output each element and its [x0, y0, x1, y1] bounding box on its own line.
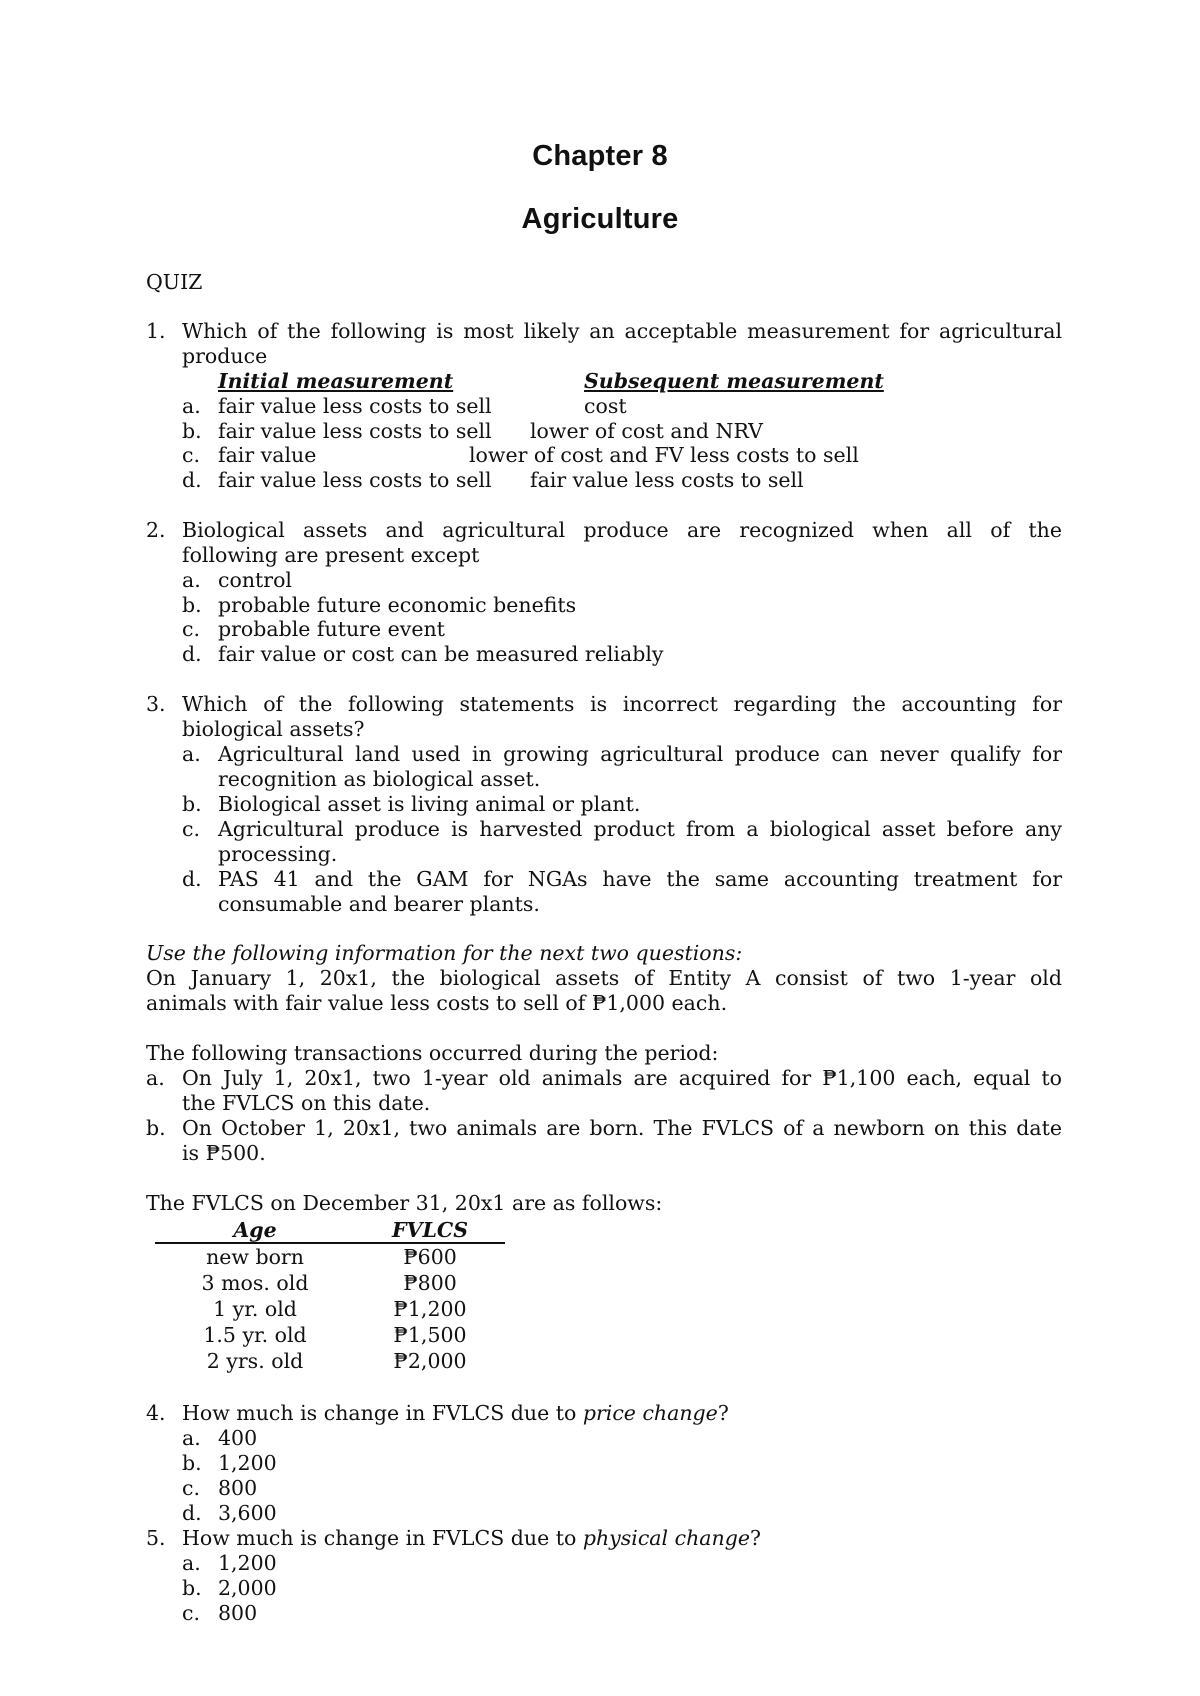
fvlcs-cell: ₱1,500	[393, 1323, 467, 1347]
info-intro: Use the following information for the next two questions:	[146, 941, 743, 965]
option-text: 2,000	[218, 1576, 277, 1600]
fvlcs-cell: ₱2,000	[393, 1349, 467, 1373]
question-text-emphasis: physical change	[582, 1526, 750, 1550]
option-letter: c.	[182, 1601, 200, 1625]
option-letter: a.	[182, 568, 201, 592]
option-text: 3,600	[218, 1501, 277, 1525]
table-row	[155, 1270, 505, 1296]
option-text: 800	[218, 1601, 258, 1625]
option-letter: b.	[182, 1451, 202, 1475]
fvlcs-cell: ₱600	[403, 1245, 457, 1269]
info-paragraph: The following transactions occurred during the period:	[146, 1041, 719, 1065]
transaction-letter: b.	[146, 1116, 166, 1140]
age-cell: 1 yr. old	[213, 1297, 297, 1321]
question-text: following are present except	[182, 543, 480, 567]
info-paragraph: animals with fair value less costs to sell of ₱1,000 each.	[146, 991, 728, 1015]
transaction-text: is ₱500.	[182, 1141, 266, 1165]
option-letter: c.	[182, 443, 200, 467]
age-cell: 3 mos. old	[201, 1271, 309, 1295]
question-text: Which of the following statements is incorrect regarding the accounting for	[182, 692, 1062, 716]
question-text	[182, 1526, 761, 1550]
question-text-emphasis: price change	[582, 1401, 718, 1425]
table-row	[155, 1348, 505, 1374]
option-letter: c.	[182, 817, 200, 841]
option-subsequent: lower of cost and NRV	[530, 419, 763, 443]
option-letter: d.	[182, 468, 202, 492]
option-letter: b.	[182, 593, 202, 617]
question-text-suffix: ?	[749, 1526, 761, 1550]
age-cell: 1.5 yr. old	[203, 1323, 307, 1347]
question-text: produce	[182, 344, 268, 368]
option-letter: c.	[182, 617, 200, 641]
transaction-text: On October 1, 20x1, two animals are born. The FVLCS of a newborn on this date	[182, 1116, 1062, 1140]
option-text: 400	[218, 1426, 258, 1450]
option-letter: d.	[182, 1501, 202, 1525]
option-text: probable future economic benefits	[218, 593, 577, 617]
question-text-prefix: How much is change in FVLCS due to	[182, 1401, 583, 1425]
option-text: 800	[218, 1476, 258, 1500]
info-paragraph: On January 1, 20x1, the biological assets of Entity A consist of two 1-year old	[146, 966, 1062, 990]
question-number: 4.	[146, 1401, 166, 1425]
option-text: 1,200	[218, 1551, 277, 1575]
fvlcs-table	[155, 1218, 505, 1374]
option-text: PAS 41 and the GAM for NGAs have the same accounting treatment for	[218, 867, 1062, 891]
subject-title: Agriculture	[521, 203, 679, 235]
option-text: control	[218, 568, 292, 592]
column-header-initial: Initial measurement	[218, 369, 454, 393]
option-letter: b.	[182, 792, 202, 816]
option-letter: a.	[182, 1426, 201, 1450]
age-cell: new born	[206, 1245, 304, 1269]
column-header-age: Age	[155, 1218, 355, 1243]
table-row	[155, 1322, 505, 1348]
option-text: fair value or cost can be measured reliably	[218, 642, 664, 666]
option-letter: b.	[182, 1576, 202, 1600]
transaction-text: On July 1, 20x1, two 1-year old animals are acquired for ₱1,100 each, equal to	[182, 1066, 1062, 1090]
option-text: Biological asset is living animal or plant.	[218, 792, 641, 816]
question-text	[182, 1401, 729, 1425]
option-letter: b.	[182, 419, 202, 443]
chapter-title: Chapter 8	[532, 140, 668, 172]
question-number: 1.	[146, 319, 166, 343]
option-initial: fair value less costs to sell	[218, 394, 492, 418]
option-text: probable future event	[218, 617, 445, 641]
question-text: biological assets?	[182, 717, 365, 741]
question-text: Biological assets and agricultural produce are recognized when all of the	[182, 518, 1062, 542]
column-header-fvlcs: FVLCS	[355, 1218, 505, 1243]
option-text: Agricultural produce is harvested product from a biological asset before any	[218, 817, 1062, 841]
info-paragraph: The FVLCS on December 31, 20x1 are as follows:	[146, 1191, 663, 1215]
question-text: Which of the following is most likely an acceptable measurement for agricultural	[182, 319, 1062, 343]
option-initial: fair value less costs to sell	[218, 468, 492, 492]
question-number: 2.	[146, 518, 166, 542]
option-letter: a.	[182, 1551, 201, 1575]
transaction-letter: a.	[146, 1066, 165, 1090]
option-letter: c.	[182, 1476, 200, 1500]
option-subsequent: lower of cost and FV less costs to sell	[469, 443, 859, 467]
option-letter: a.	[182, 742, 201, 766]
option-text: 1,200	[218, 1451, 277, 1475]
option-text: recognition as biological asset.	[218, 767, 541, 791]
option-letter: d.	[182, 867, 202, 891]
fvlcs-cell: ₱800	[403, 1271, 457, 1295]
column-header-subsequent: Subsequent measurement	[584, 369, 884, 393]
option-text: Agricultural land used in growing agricultural produce can never qualify for	[218, 742, 1062, 766]
option-text: processing.	[218, 842, 338, 866]
option-text: consumable and bearer plants.	[218, 892, 540, 916]
age-cell: 2 yrs. old	[206, 1349, 304, 1373]
question-number: 3.	[146, 692, 166, 716]
transaction-text: the FVLCS on this date.	[182, 1091, 431, 1115]
option-letter: a.	[182, 394, 201, 418]
option-initial: fair value	[218, 443, 317, 467]
question-text-prefix: How much is change in FVLCS due to	[182, 1526, 583, 1550]
table-header-row	[155, 1218, 505, 1243]
option-initial: fair value less costs to sell	[218, 419, 492, 443]
table-row	[155, 1243, 505, 1270]
option-subsequent: cost	[584, 394, 627, 418]
question-text-suffix: ?	[717, 1401, 729, 1425]
option-subsequent: fair value less costs to sell	[530, 468, 804, 492]
section-label: QUIZ	[146, 270, 203, 294]
fvlcs-cell: ₱1,200	[393, 1297, 467, 1321]
option-letter: d.	[182, 642, 202, 666]
question-number: 5.	[146, 1526, 166, 1550]
table-row	[155, 1296, 505, 1322]
